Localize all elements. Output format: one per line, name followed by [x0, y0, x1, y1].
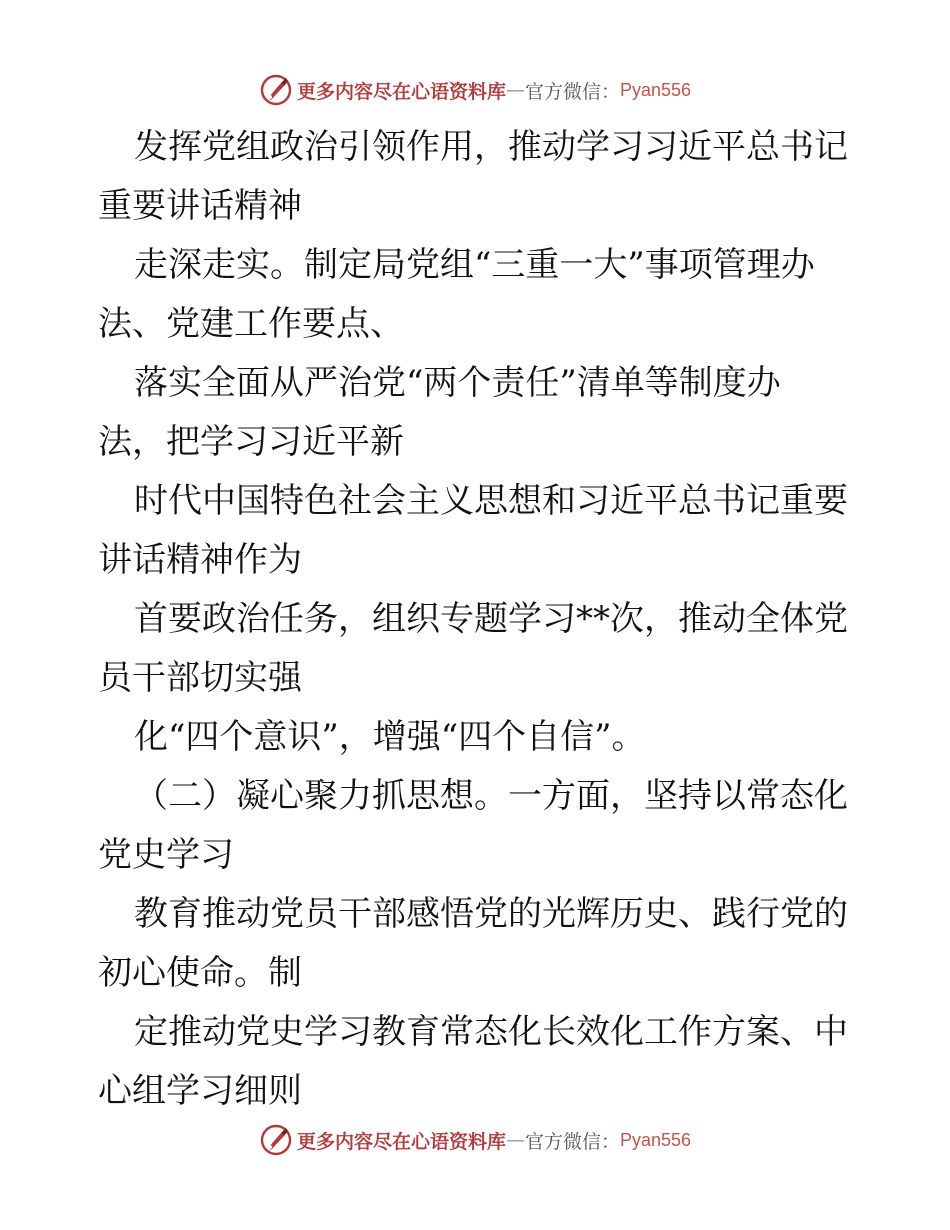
quill-seal-logo-icon — [259, 73, 293, 107]
paragraph-line: 重要讲话精神 — [98, 186, 302, 226]
paragraph — [98, 236, 858, 354]
paragraph-line: 发挥党组政治引领作用，推动学习习近平总书记 — [134, 127, 848, 167]
paragraph — [98, 354, 858, 472]
banner-wechat-label: 官方微信： — [524, 1130, 620, 1153]
paragraph — [98, 118, 858, 236]
paragraph-line: 心组学习细则 — [98, 1071, 302, 1111]
paragraph-line: 时代中国特色社会主义思想和习近平总书记重要 — [134, 481, 848, 521]
paragraph — [98, 590, 858, 708]
header-watermark-banner — [0, 70, 950, 110]
banner-wechat-id: Pyan556 — [619, 79, 692, 100]
banner-dash: — — [505, 79, 525, 101]
document-body — [98, 118, 858, 1121]
paragraph — [98, 1003, 858, 1121]
quill-seal-logo-icon — [259, 1123, 293, 1157]
banner-brand-text: 更多内容尽在心语资料库 — [296, 1130, 506, 1153]
paragraph-line: 法、党建工作要点、 — [98, 304, 404, 344]
paragraph-line: 教育推动党员干部感悟党的光辉历史、践行党的 — [134, 894, 848, 934]
paragraph — [98, 708, 858, 767]
paragraph-line: 落实全面从严治党“两个责任”清单等制度办 — [134, 363, 781, 403]
paragraph-line: 讲话精神作为 — [98, 540, 302, 580]
paragraph-line: 员干部切实强 — [98, 658, 302, 698]
paragraph-line: 定推动党史学习教育常态化长效化工作方案、中 — [134, 1012, 848, 1052]
paragraph-line: 化“四个意识”，增强“四个自信”。 — [134, 717, 646, 757]
paragraph-line: 法，把学习习近平新 — [98, 422, 404, 462]
banner-wechat-label: 官方微信： — [524, 80, 620, 103]
banner-dash: — — [505, 1129, 525, 1151]
banner-brand-text: 更多内容尽在心语资料库 — [296, 80, 506, 103]
paragraph — [98, 767, 858, 885]
paragraph-line: （二）凝心聚力抓思想。一方面，坚持以常态化 — [134, 776, 848, 816]
paragraph — [98, 472, 858, 590]
footer-watermark-banner — [0, 1120, 950, 1160]
paragraph-line: 党史学习 — [98, 835, 234, 875]
paragraph-line: 初心使命。制 — [98, 953, 302, 993]
paragraph-line: 走深走实。制定局党组“三重一大”事项管理办 — [134, 245, 815, 285]
paragraph-line: 首要政治任务，组织专题学习**次，推动全体党 — [134, 599, 848, 639]
banner-wechat-id: Pyan556 — [619, 1129, 692, 1150]
paragraph — [98, 885, 858, 1003]
